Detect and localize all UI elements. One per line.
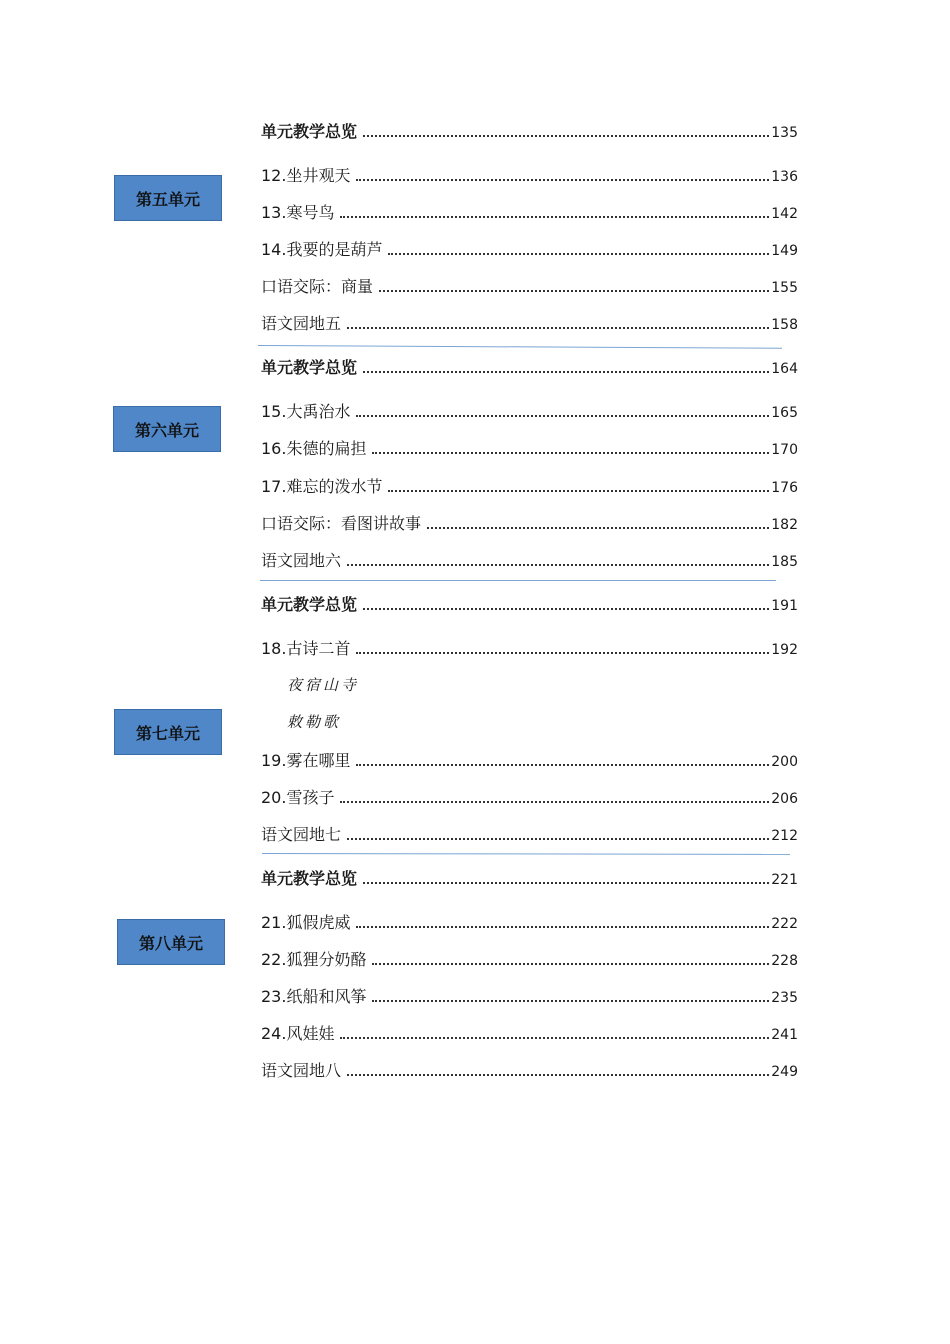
toc-entry-title: 20.雪孩子 xyxy=(261,788,335,807)
toc-entry-title: 19.雾在哪里 xyxy=(261,751,351,770)
leader-dots xyxy=(347,326,769,329)
toc-entry-page: 221 xyxy=(771,872,798,888)
toc-entry-page: 176 xyxy=(771,480,798,496)
toc-entry[interactable] xyxy=(261,821,798,845)
toc-entry[interactable] xyxy=(261,547,798,571)
toc-entry-page: 200 xyxy=(771,754,798,770)
toc-entry-title: 语文园地八 xyxy=(261,1061,342,1080)
toc-entry-title: 语文园地五 xyxy=(261,314,342,333)
toc-entry-page: 191 xyxy=(771,598,798,614)
toc-entry-title: 12.坐井观天 xyxy=(261,166,351,185)
section-divider xyxy=(260,580,776,581)
toc-entry-page: 249 xyxy=(771,1064,798,1080)
leader-dots xyxy=(356,763,769,766)
toc-entry[interactable] xyxy=(261,591,798,615)
toc-entry[interactable] xyxy=(261,310,798,334)
toc-entry-title: 口语交际：看图讲故事 xyxy=(261,514,422,533)
toc-entry-title: 15.大禹治水 xyxy=(261,402,351,421)
toc-entry-page: 192 xyxy=(771,642,798,658)
toc-entry-page: 228 xyxy=(771,953,798,969)
unit-6-box[interactable]: 第六单元 xyxy=(113,406,221,452)
leader-dots xyxy=(363,881,769,884)
toc-entry[interactable] xyxy=(261,635,798,659)
toc-entry[interactable] xyxy=(261,162,798,186)
toc-entry-title: 单元教学总览 xyxy=(261,595,358,614)
toc-entry-page: 206 xyxy=(771,791,798,807)
leader-dots xyxy=(388,489,769,492)
toc-entry-title: 13.寒号鸟 xyxy=(261,203,335,222)
leader-dots xyxy=(356,925,769,928)
toc-entry-page: 170 xyxy=(771,442,798,458)
toc-entry-page: 142 xyxy=(771,206,798,222)
section-divider xyxy=(258,345,782,349)
toc-entry[interactable] xyxy=(261,435,798,459)
leader-dots xyxy=(379,289,769,292)
leader-dots xyxy=(372,451,769,454)
unit-5-box[interactable]: 第五单元 xyxy=(114,175,222,221)
toc-entry-title: 16.朱德的扁担 xyxy=(261,439,367,458)
poem-subentry[interactable]: 夜宿山寺 xyxy=(287,676,360,694)
toc-entry-page: 222 xyxy=(771,916,798,932)
toc-entry-title: 语文园地七 xyxy=(261,825,342,844)
toc-entry-title: 17.难忘的泼水节 xyxy=(261,477,383,496)
leader-dots xyxy=(372,962,769,965)
toc-entry-page: 158 xyxy=(771,317,798,333)
toc-entry[interactable] xyxy=(261,865,798,889)
leader-dots xyxy=(388,252,769,255)
section-divider xyxy=(262,853,790,855)
toc-entry[interactable] xyxy=(261,747,798,771)
toc-entry-page: 149 xyxy=(771,243,798,259)
leader-dots xyxy=(347,1073,769,1076)
toc-entry-title: 口语交际：商量 xyxy=(261,277,374,296)
toc-entry-page: 185 xyxy=(771,554,798,570)
toc-entry-title: 14.我要的是葫芦 xyxy=(261,240,383,259)
leader-dots xyxy=(356,651,769,654)
leader-dots xyxy=(340,1036,769,1039)
toc-entry[interactable] xyxy=(261,118,798,142)
toc-entry-title: 单元教学总览 xyxy=(261,869,358,888)
toc-entry[interactable] xyxy=(261,983,798,1007)
toc-entry[interactable] xyxy=(261,909,798,933)
toc-entry[interactable] xyxy=(261,946,798,970)
toc-entry-title: 23.纸船和风筝 xyxy=(261,987,367,1006)
leader-dots xyxy=(340,800,769,803)
toc-entry[interactable] xyxy=(261,273,798,297)
toc-entry[interactable] xyxy=(261,510,798,534)
leader-dots xyxy=(356,414,769,417)
toc-entry[interactable] xyxy=(261,236,798,260)
toc-entry-title: 语文园地六 xyxy=(261,551,342,570)
toc-entry-page: 212 xyxy=(771,828,798,844)
leader-dots xyxy=(372,999,769,1002)
toc-entry-title: 22.狐狸分奶酪 xyxy=(261,950,367,969)
toc-entry[interactable] xyxy=(261,473,798,497)
toc-entry-title: 24.风娃娃 xyxy=(261,1024,335,1043)
leader-dots xyxy=(347,837,769,840)
toc-entry-page: 241 xyxy=(771,1027,798,1043)
leader-dots xyxy=(347,563,769,566)
toc-entry[interactable] xyxy=(261,1057,798,1081)
toc-entry-title: 21.狐假虎威 xyxy=(261,913,351,932)
toc-entry-title: 单元教学总览 xyxy=(261,122,358,141)
toc-entry[interactable] xyxy=(261,1020,798,1044)
leader-dots xyxy=(363,607,769,610)
toc-entry[interactable] xyxy=(261,354,798,378)
toc-entry-title: 单元教学总览 xyxy=(261,358,358,377)
leader-dots xyxy=(340,215,769,218)
toc-entry-page: 165 xyxy=(771,405,798,421)
toc-entry[interactable] xyxy=(261,199,798,223)
unit-7-box[interactable]: 第七单元 xyxy=(114,709,222,755)
toc-entry-page: 182 xyxy=(771,517,798,533)
toc-entry[interactable] xyxy=(261,784,798,808)
leader-dots xyxy=(363,134,769,137)
toc-entry[interactable] xyxy=(261,398,798,422)
poem-subentry[interactable]: 敕勒歌 xyxy=(287,713,342,731)
toc-entry-title: 18.古诗二首 xyxy=(261,639,351,658)
toc-entry-page: 155 xyxy=(771,280,798,296)
toc-entry-page: 135 xyxy=(771,125,798,141)
unit-8-box[interactable]: 第八单元 xyxy=(117,919,225,965)
leader-dots xyxy=(356,178,769,181)
toc-entry-page: 136 xyxy=(771,169,798,185)
leader-dots xyxy=(427,526,769,529)
toc-entry-page: 164 xyxy=(771,361,798,377)
leader-dots xyxy=(363,370,769,373)
toc-entry-page: 235 xyxy=(771,990,798,1006)
